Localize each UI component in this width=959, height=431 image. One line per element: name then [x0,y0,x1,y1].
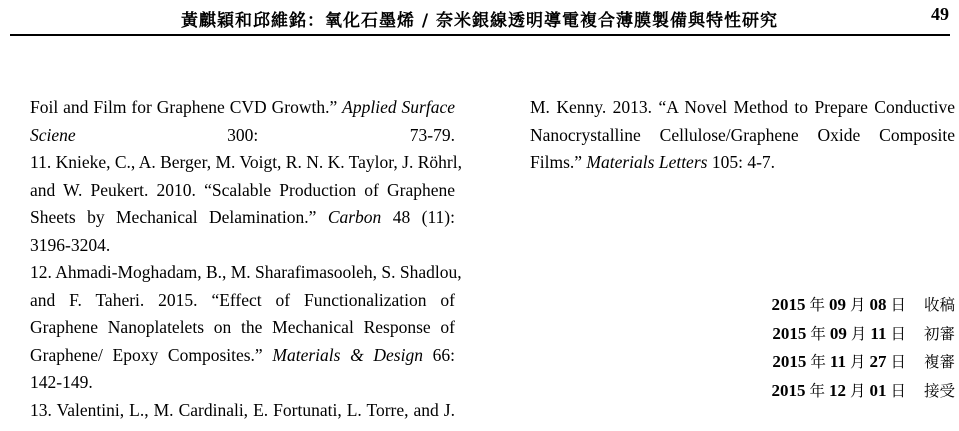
date-status: 初審 [923,324,955,343]
date-row [730,348,955,377]
reference-text: Nanocrystalline Cellulose/Graphene Oxide Composite [530,124,955,145]
running-header-title: 黃麒穎和邱維銘：氧化石墨烯 / 奈米銀線透明導電複合薄膜製備與特性研究 [180,11,779,31]
date-year: 2015 [772,352,807,371]
date-m: 月 [850,324,867,343]
reference-text: 12. Ahmadi-Moghadam, B., M. Sharafimasooleh, S. Shadlou, [30,262,462,282]
reference-line [30,177,455,205]
date-status: 收稿 [923,296,955,314]
date-month: 11 [829,352,846,371]
page-number: 49 [931,4,949,24]
reference-line [30,204,455,232]
reference-text: 13. Valentini, L., M. Cardinali, E. Fortunati, L. Torre, and J. [30,399,455,420]
date-month: 12 [828,380,846,400]
reference-line [530,149,955,177]
date-year: 2015 [772,323,807,343]
date-y: 年 [809,381,825,400]
reference-text-after: 66: [422,344,456,365]
date-y: 年 [810,324,826,343]
reference-text: Graphene Nanoplatelets on the Mechanical Response of [30,317,455,337]
reference-line [30,122,455,150]
date-day: 01 [869,380,887,400]
reference-line [30,232,455,260]
date-y: 年 [809,296,825,314]
reference-text-after: 105: 4-7. [707,152,776,172]
reference-text: 142-149. [30,372,93,392]
reference-line [30,287,455,315]
date-day: 08 [869,295,887,314]
reference-text: 3196-3204. [30,234,111,255]
reference-text: Foil and Film for Graphene CVD Growth.” [30,97,343,117]
reference-line [30,397,455,425]
date-day: 27 [869,352,887,371]
reference-journal: Sciene [30,124,76,145]
date-d: 日 [890,296,906,314]
header-rule [10,34,950,36]
date-row [730,377,955,406]
date-status: 接受 [923,381,955,400]
reference-line [30,149,462,177]
date-d: 日 [890,353,906,371]
date-m: 月 [849,381,866,400]
date-status: 複審 [923,353,955,371]
date-day: 11 [870,323,887,343]
reference-text: Sheets by Mechanical Delamination.” [30,207,328,227]
references-right-column [530,94,955,177]
reference-text: and W. Peukert. 2010. “Scalable Production of Graphene [30,179,455,200]
date-year: 2015 [771,295,806,314]
manuscript-dates [730,291,955,405]
date-month: 09 [829,323,847,343]
reference-text: Graphene/ Epoxy Composites.” [30,344,273,365]
reference-line [530,122,955,150]
reference-journal: Applied Surface [342,97,455,117]
references-left-column [30,94,462,424]
reference-text: and F. Taheri. 2015. “Effect of Functionalization of [30,289,455,310]
reference-text: M. Kenny. 2013. “A Novel Method to Prepare Conductive [530,97,955,117]
reference-text: 11. Knieke, C., A. Berger, M. Voigt, R. N. K. Taylor, J. Röhrl, [30,152,462,172]
reference-text-after: 300: 73-79. [75,124,455,145]
date-row [730,320,955,349]
date-month: 09 [828,295,846,314]
reference-line [30,369,455,397]
reference-line [30,342,455,370]
reference-text-after: 48 (11): [381,207,455,227]
date-year: 2015 [771,380,806,400]
reference-journal: Materials & Design [272,344,423,365]
date-y: 年 [810,353,826,371]
date-row [730,291,955,320]
reference-journal: Materials Letters [586,152,708,172]
date-d: 日 [890,381,906,400]
reference-line [30,314,455,342]
reference-line [530,94,955,122]
reference-text: Films.” [530,152,587,172]
reference-journal: Carbon [327,207,382,227]
reference-line [30,259,462,287]
date-m: 月 [849,353,866,371]
date-d: 日 [890,324,906,343]
reference-line [30,94,455,122]
date-m: 月 [849,296,866,314]
